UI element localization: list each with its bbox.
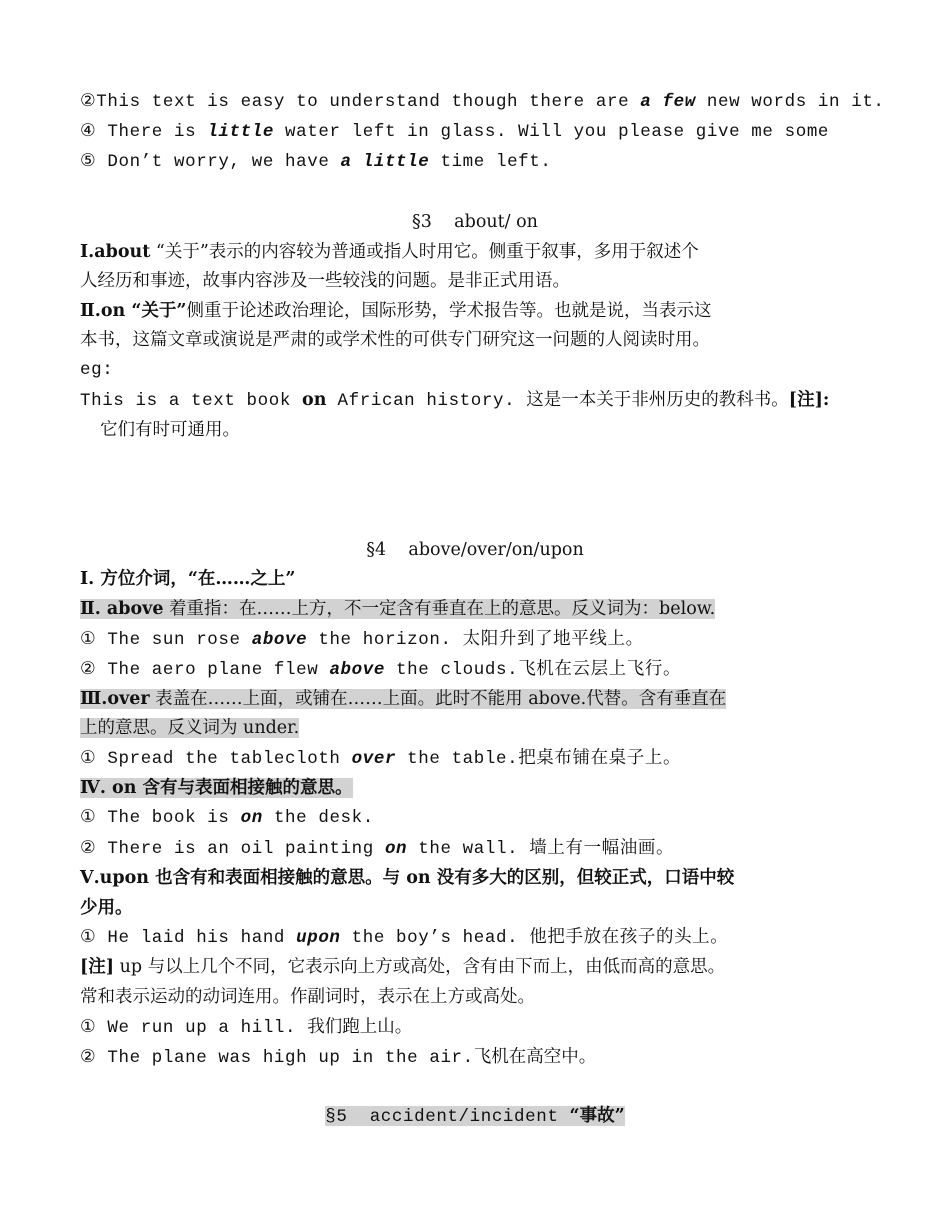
above-text: 着重指：在……上方，不一定含有垂直在上的意思。反义词为：below. bbox=[163, 599, 716, 619]
sec4-note bbox=[80, 952, 890, 982]
about-label: Ⅰ.about bbox=[80, 242, 151, 262]
sec4-iv-example-2 bbox=[80, 833, 890, 864]
note-text: up 与以上几个不同，它表示向上方或高处，含有由下而上，由低而高的意思。 bbox=[114, 957, 726, 977]
note-text: 它们有时可通用。 bbox=[100, 420, 240, 440]
example-text: the boy’s head. bbox=[340, 928, 530, 948]
sec4-iii-line bbox=[80, 684, 890, 714]
note-text-cont: 常和表示运动的动词连用。作副词时，表示在上方或高处。 bbox=[80, 987, 535, 1007]
example-text: ④ There is bbox=[80, 122, 208, 142]
example-translation: 墙上有一幅油画。 bbox=[529, 838, 675, 858]
example-text: ① The book is bbox=[80, 808, 241, 828]
example-translation: 他把手放在孩子的头上。 bbox=[529, 927, 729, 947]
emphasis-word: little bbox=[207, 122, 274, 142]
example-translation: 飞机在云层上飞行。 bbox=[518, 659, 682, 679]
emphasis-word: on bbox=[240, 808, 263, 828]
example-text: ②This text is easy to understand though there are bbox=[80, 92, 641, 112]
example-text: This is a text book bbox=[80, 391, 303, 411]
sec4-iv-example-1 bbox=[80, 803, 890, 833]
example-line-2 bbox=[80, 87, 890, 117]
upon-text-cont: 少用。 bbox=[80, 898, 133, 918]
example-text: ② There is an oil painting bbox=[80, 839, 385, 859]
sec3-on-paragraph-line2 bbox=[80, 325, 890, 355]
i-text: Ⅰ. 方位介词，“在……之上” bbox=[80, 569, 296, 589]
example-text: the horizon. bbox=[307, 630, 463, 650]
example-text: water left in glass. Will you please give me some bbox=[273, 122, 830, 142]
emphasis-word: over bbox=[351, 749, 397, 769]
on-text-cont: 本书，这篇文章或演说是严肃的或学术性的可供专门研究这一问题的人阅读时用。 bbox=[80, 330, 710, 350]
over-text-cont: 上的意思。反义词为 under. bbox=[80, 718, 300, 738]
eg-label: eg: bbox=[80, 360, 114, 380]
example-text: ② The aero plane flew bbox=[80, 660, 330, 680]
sec4-v-example-1 bbox=[80, 922, 890, 953]
example-text: the desk. bbox=[262, 808, 374, 828]
example-text: ① The sun rose bbox=[80, 630, 252, 650]
over-text: 表盖在……上面，或铺在……上面。此时不能用 above.代替。含有垂直在 bbox=[149, 689, 727, 709]
sec3-about-paragraph bbox=[80, 237, 890, 267]
example-translation: 把桌布铺在桌子上。 bbox=[518, 748, 682, 768]
note-label: [注] bbox=[80, 957, 115, 977]
sec3-on-paragraph bbox=[80, 296, 890, 326]
example-text: time left. bbox=[429, 152, 552, 172]
section-heading-text: §5 accident/incident bbox=[325, 1107, 570, 1127]
example-text: ① He laid his hand bbox=[80, 928, 297, 948]
sec4-iii-example-1 bbox=[80, 743, 890, 774]
section-heading-text: §3 about/ on bbox=[412, 212, 538, 232]
sec4-up-example-2 bbox=[80, 1042, 890, 1073]
example-text: the wall. bbox=[407, 839, 530, 859]
sec3-eg-label bbox=[80, 355, 890, 385]
sec4-iv-line bbox=[80, 773, 890, 803]
sec3-example bbox=[80, 385, 890, 416]
emphasis-word: above bbox=[329, 660, 385, 680]
section-heading-cn: “事故” bbox=[569, 1106, 625, 1126]
section-4-heading bbox=[0, 535, 950, 565]
example-translation: 飞机在高空中。 bbox=[473, 1047, 597, 1067]
sec4-v-line2 bbox=[80, 893, 890, 923]
over-label: Ⅲ.over bbox=[80, 689, 150, 709]
example-translation: 太阳升到了地平线上。 bbox=[462, 629, 644, 649]
example-text: the table. bbox=[396, 749, 519, 769]
sec4-ii-example-1 bbox=[80, 624, 890, 655]
about-text: “关于”表示的内容较为普通或指人时用它。侧重于叙事，多用于叙述个 bbox=[150, 242, 699, 262]
emphasis-word: a little bbox=[340, 152, 430, 172]
example-text: ① We run up a hill. bbox=[80, 1018, 308, 1038]
example-translation: 我们跑上山。 bbox=[307, 1017, 413, 1037]
sec4-v-line bbox=[80, 863, 890, 893]
emphasis-word: on bbox=[384, 839, 408, 859]
sec3-about-paragraph-line2 bbox=[80, 266, 890, 296]
example-line-4 bbox=[80, 117, 890, 147]
on-text: 侧重于论述政治理论，国际形势，学术报告等。也就是说，当表示这 bbox=[186, 301, 712, 321]
emphasis-word: upon bbox=[296, 928, 341, 948]
sec3-note bbox=[100, 415, 890, 445]
section-heading-text: §4 above/over/on/upon bbox=[366, 540, 584, 560]
sec4-ii-line bbox=[80, 594, 890, 624]
sec4-ii-example-2 bbox=[80, 654, 890, 685]
above-label: Ⅱ. above bbox=[80, 599, 164, 619]
emphasis-word: above bbox=[251, 630, 308, 650]
note-label: [注]: bbox=[788, 390, 830, 410]
about-text-cont: 人经历和事迹，故事内容涉及一些较浅的问题。是非正式用语。 bbox=[80, 271, 570, 291]
example-text: the clouds. bbox=[384, 660, 519, 680]
example-text: ① Spread the tablecloth bbox=[80, 749, 352, 769]
emphasis-word: a few bbox=[640, 92, 696, 112]
sec4-note-line2 bbox=[80, 982, 890, 1012]
example-text: ⑤ Don’t worry, we have bbox=[80, 152, 341, 172]
on-word: on bbox=[302, 390, 327, 410]
sec4-i-line bbox=[80, 564, 890, 594]
example-text: ② The plane was high up in the air. bbox=[80, 1048, 474, 1068]
section-3-heading bbox=[0, 207, 950, 237]
iv-text: Ⅳ. on 含有与表面相接触的意思。 bbox=[80, 778, 353, 798]
example-line-5 bbox=[80, 147, 890, 177]
example-text: new words in it. bbox=[695, 92, 885, 112]
on-label: Ⅱ.on “关于” bbox=[80, 301, 187, 321]
section-5-heading bbox=[0, 1101, 950, 1132]
upon-text: Ⅴ.upon 也含有和表面相接触的意思。与 on 没有多大的区别，但较正式，口语中较 bbox=[80, 868, 735, 888]
sec4-iii-line2 bbox=[80, 713, 890, 743]
example-translation: 这是一本关于非州历史的教科书。 bbox=[526, 390, 789, 410]
sec4-up-example-1 bbox=[80, 1012, 890, 1043]
example-text: African history. bbox=[326, 391, 527, 411]
